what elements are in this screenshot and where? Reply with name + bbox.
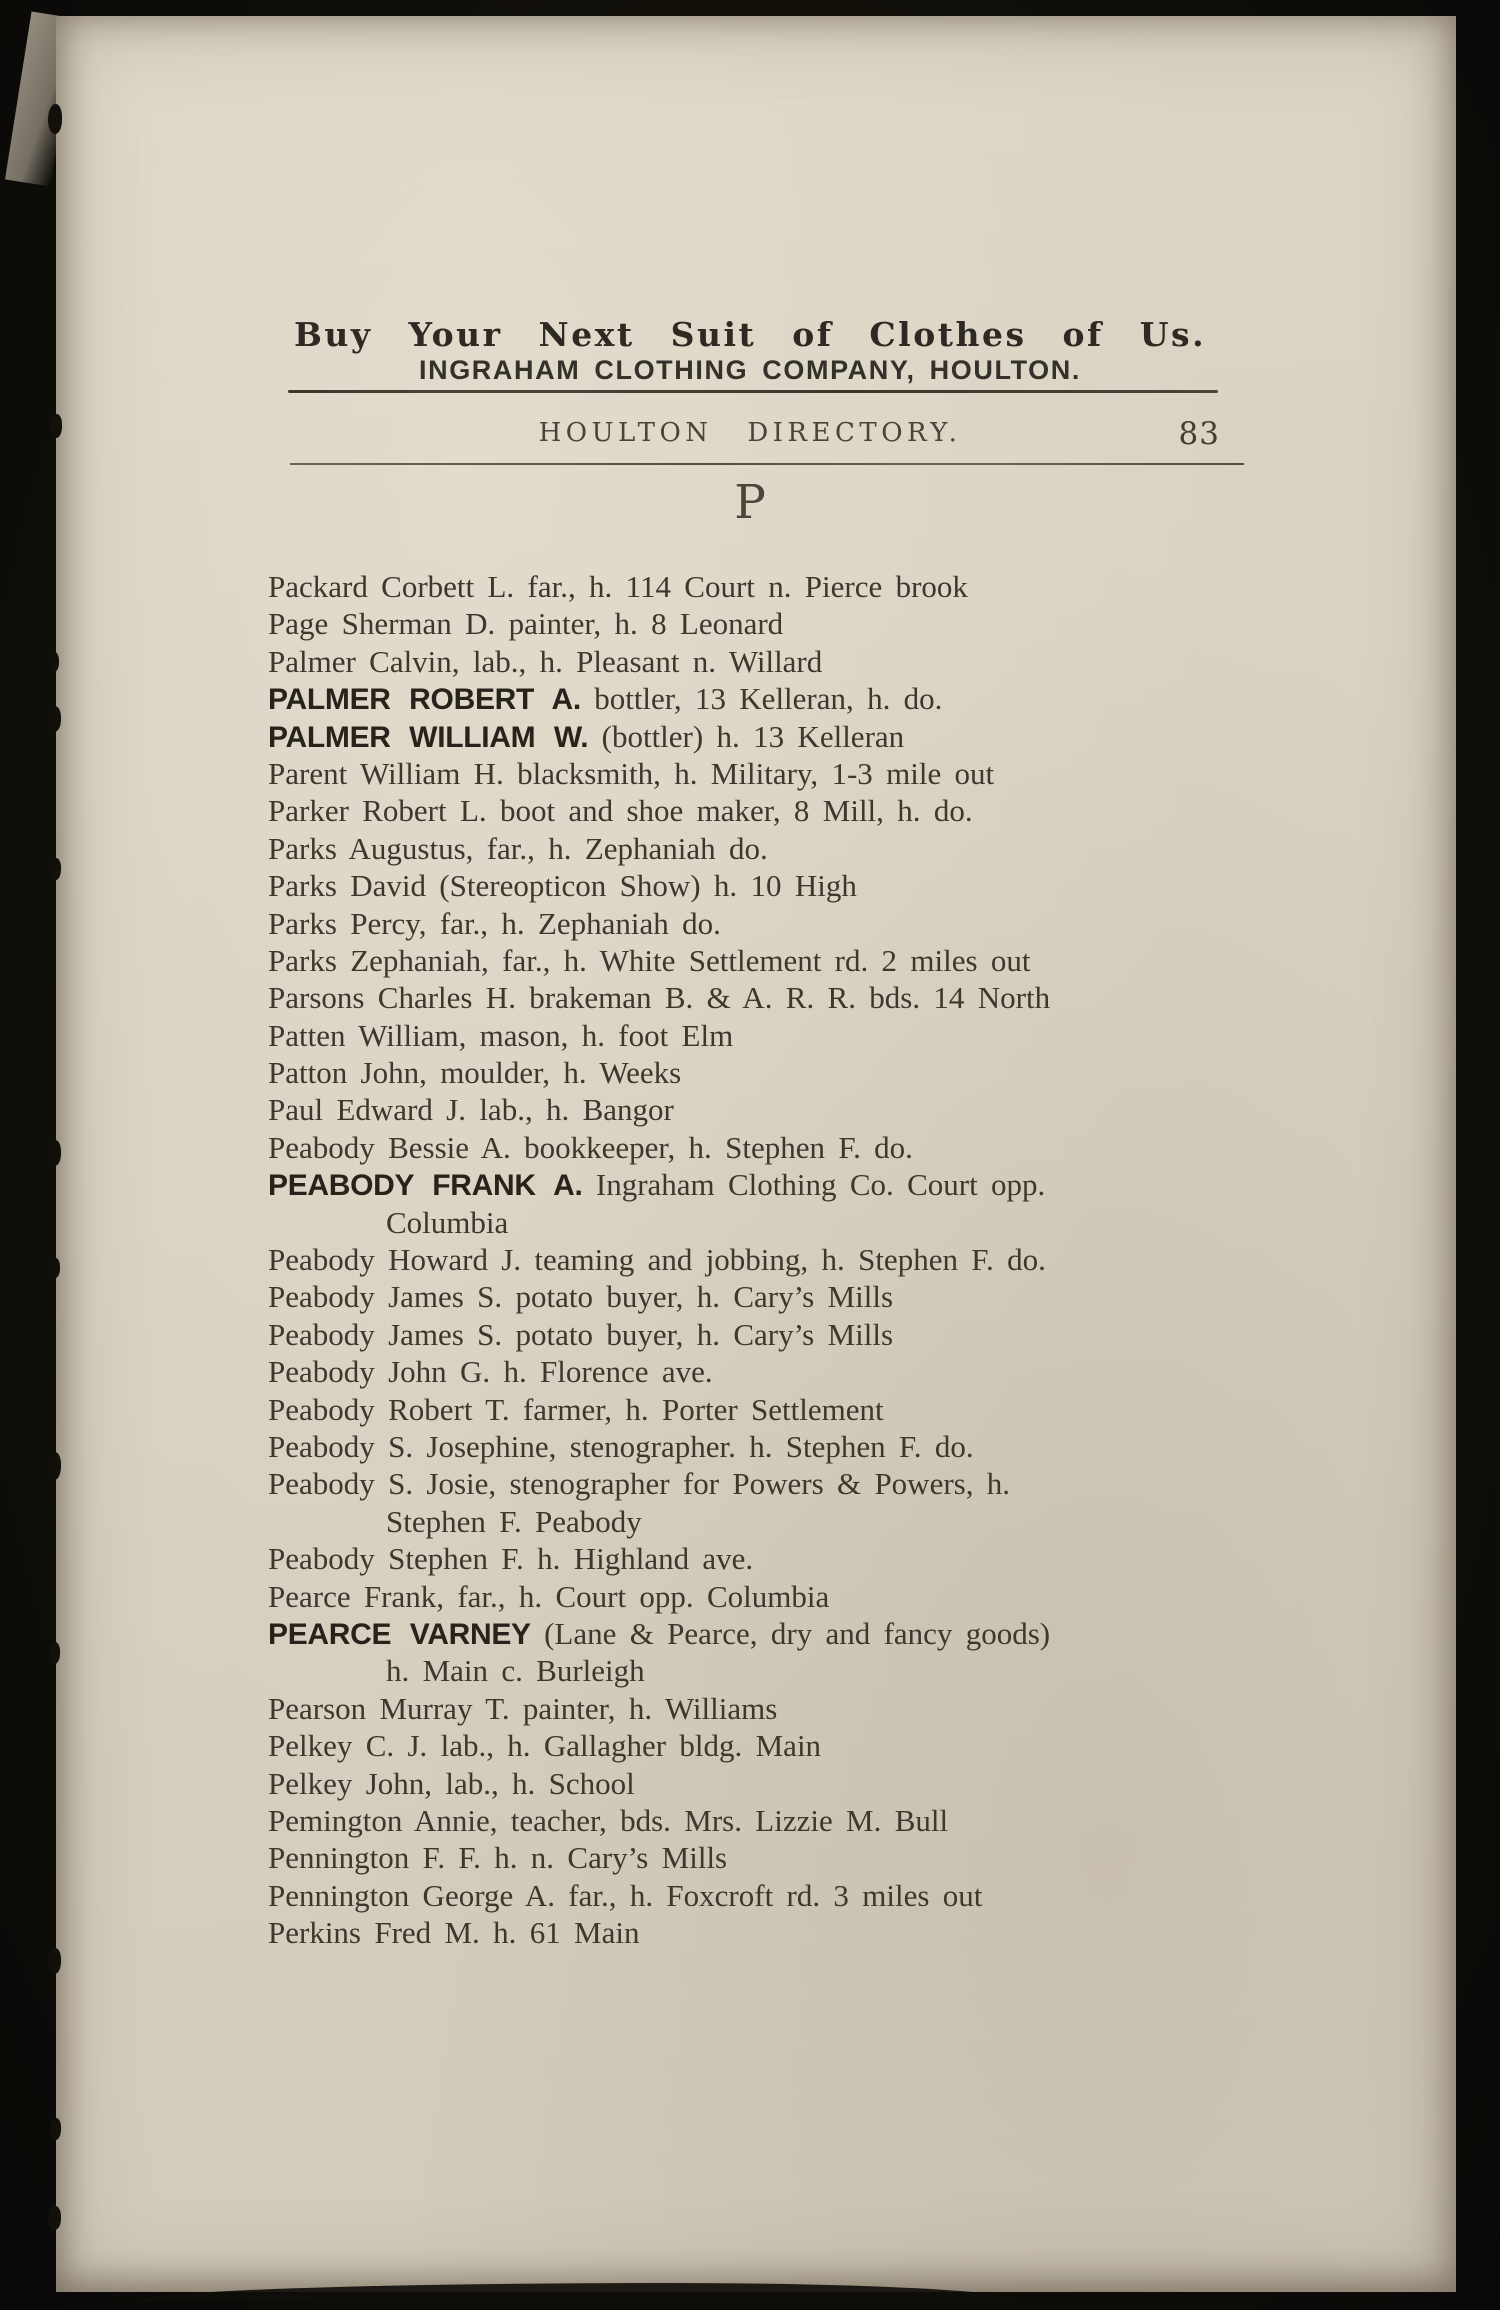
directory-entry: Patton John, moulder, h. Weeks (268, 1055, 682, 1091)
directory-entry: Paul Edward J. lab., h. Bangor (268, 1092, 674, 1128)
paper-tear-mark (48, 1948, 61, 1974)
header-rule (290, 463, 1244, 465)
directory-entry: Parks David (Stereopticon Show) h. 10 High (268, 868, 857, 904)
directory-entry: Peabody John G. h. Florence ave. (268, 1354, 713, 1390)
paper-tear-mark (47, 706, 61, 732)
entry-name-bold: PEABODY FRANK A. (268, 1169, 583, 1203)
entry-continuation: h. Main c. Burleigh (386, 1653, 645, 1689)
entry-name-bold: PALMER WILLIAM W. (268, 720, 589, 754)
directory-entry: PALMER ROBERT A. bottler, 13 Kelleran, h. do. (268, 681, 943, 717)
directory-entry: Pearson Murray T. painter, h. Williams (268, 1690, 778, 1726)
paper-tear-mark (48, 104, 62, 134)
directory-entry: Parks Zephaniah, far., h. White Settlement rd. 2 miles out (268, 942, 1031, 978)
paper-tear-mark (50, 858, 61, 880)
directory-entry: Peabody Stephen F. h. Highland ave. (268, 1541, 754, 1577)
directory-entry: Pearce Frank, far., h. Court opp. Columbia (268, 1578, 830, 1614)
running-head (268, 418, 1232, 454)
directory-entry: Peabody S. Josie, stenographer for Powers & Powers, h. (268, 1466, 1011, 1502)
entry-name-bold: PEARCE VARNEY (268, 1617, 531, 1651)
paper-tear-mark (50, 414, 62, 438)
directory-entry: PEABODY FRANK A. Ingraham Clothing Co. Court opp. (268, 1167, 1046, 1203)
directory-entry: Parker Robert L. boot and shoe maker, 8 Mill, h. do. (268, 793, 973, 829)
ad-divider-rule (288, 390, 1218, 393)
directory-entry: Packard Corbett L. far., h. 114 Court n. Pierce brook (268, 569, 968, 604)
paper-tear-mark (49, 652, 59, 672)
paper-tear-mark (47, 1452, 61, 1480)
entry-continuation: Stephen F. Peabody (386, 1503, 642, 1539)
directory-entry: PEARCE VARNEY (Lane & Pearce, dry and fancy goods) (268, 1615, 1051, 1651)
ad-company-line: INGRAHAM CLOTHING COMPANY, HOULTON. (419, 355, 1081, 385)
directory-entry: Parsons Charles H. brakeman B. & A. R. R. bds. 14 North (268, 980, 1051, 1016)
directory-entry: Parks Percy, far., h. Zephaniah do. (268, 905, 721, 941)
entry-continuation: Columbia (386, 1204, 509, 1240)
directory-entry: Page Sherman D. painter, h. 8 Leonard (268, 606, 784, 642)
directory-entry: Pelkey John, lab., h. School (268, 1765, 635, 1801)
directory-page (56, 16, 1456, 2292)
directory-entry: Pelkey C. J. lab., h. Gallagher bldg. Main (268, 1728, 822, 1764)
directory-entry: Parent William H. blacksmith, h. Military, 1-3 mile out (268, 755, 995, 791)
directory-entry: Peabody Robert T. farmer, h. Porter Settlement (268, 1391, 884, 1427)
paper-tear-mark (48, 1140, 61, 1166)
directory-entry: Perkins Fred M. h. 61 Main (268, 1915, 640, 1951)
directory-entry: Peabody James S. potato buyer, h. Cary’s Mills (268, 1316, 894, 1352)
directory-entry: Palmer Calvin, lab., h. Pleasant n. Willard (268, 643, 823, 679)
directory-entry: Parks Augustus, far., h. Zephaniah do. (268, 830, 768, 866)
directory-entry: Pennington F. F. h. n. Cary’s Mills (268, 1840, 728, 1876)
entry-list (268, 568, 1276, 1951)
entry-name-bold: PALMER ROBERT A. (268, 683, 581, 717)
page-number: 83 (1178, 416, 1220, 452)
directory-entry: Pennington George A. far., h. Foxcroft rd. 3 miles out (268, 1877, 983, 1913)
bottom-edge-shadow (140, 2283, 1020, 2301)
directory-entry: Peabody Howard J. teaming and jobbing, h. Stephen F. do. (268, 1242, 1046, 1278)
paper-tear-mark (49, 1642, 60, 1664)
paper-tear-mark (50, 1258, 60, 1278)
section-letter: P (734, 475, 766, 530)
running-head-title: HOULTON DIRECTORY. (538, 418, 962, 448)
paper-tear-mark (48, 2206, 61, 2230)
directory-entry: PALMER WILLIAM W. (bottler) h. 13 Kelleran (268, 718, 905, 754)
directory-entry: Peabody Bessie A. bookkeeper, h. Stephen F. do. (268, 1129, 913, 1165)
directory-entry: Peabody S. Josephine, stenographer. h. Stephen F. do. (268, 1428, 974, 1464)
paper-tear-mark (50, 2118, 61, 2140)
directory-entry: Patten William, mason, h. foot Elm (268, 1017, 734, 1053)
directory-entry: Pemington Annie, teacher, bds. Mrs. Lizzie M. Bull (268, 1802, 949, 1838)
directory-entry: Peabody James S. potato buyer, h. Cary’s Mills (268, 1279, 894, 1315)
ad-headline: Buy Your Next Suit of Clothes of Us. (293, 315, 1207, 354)
